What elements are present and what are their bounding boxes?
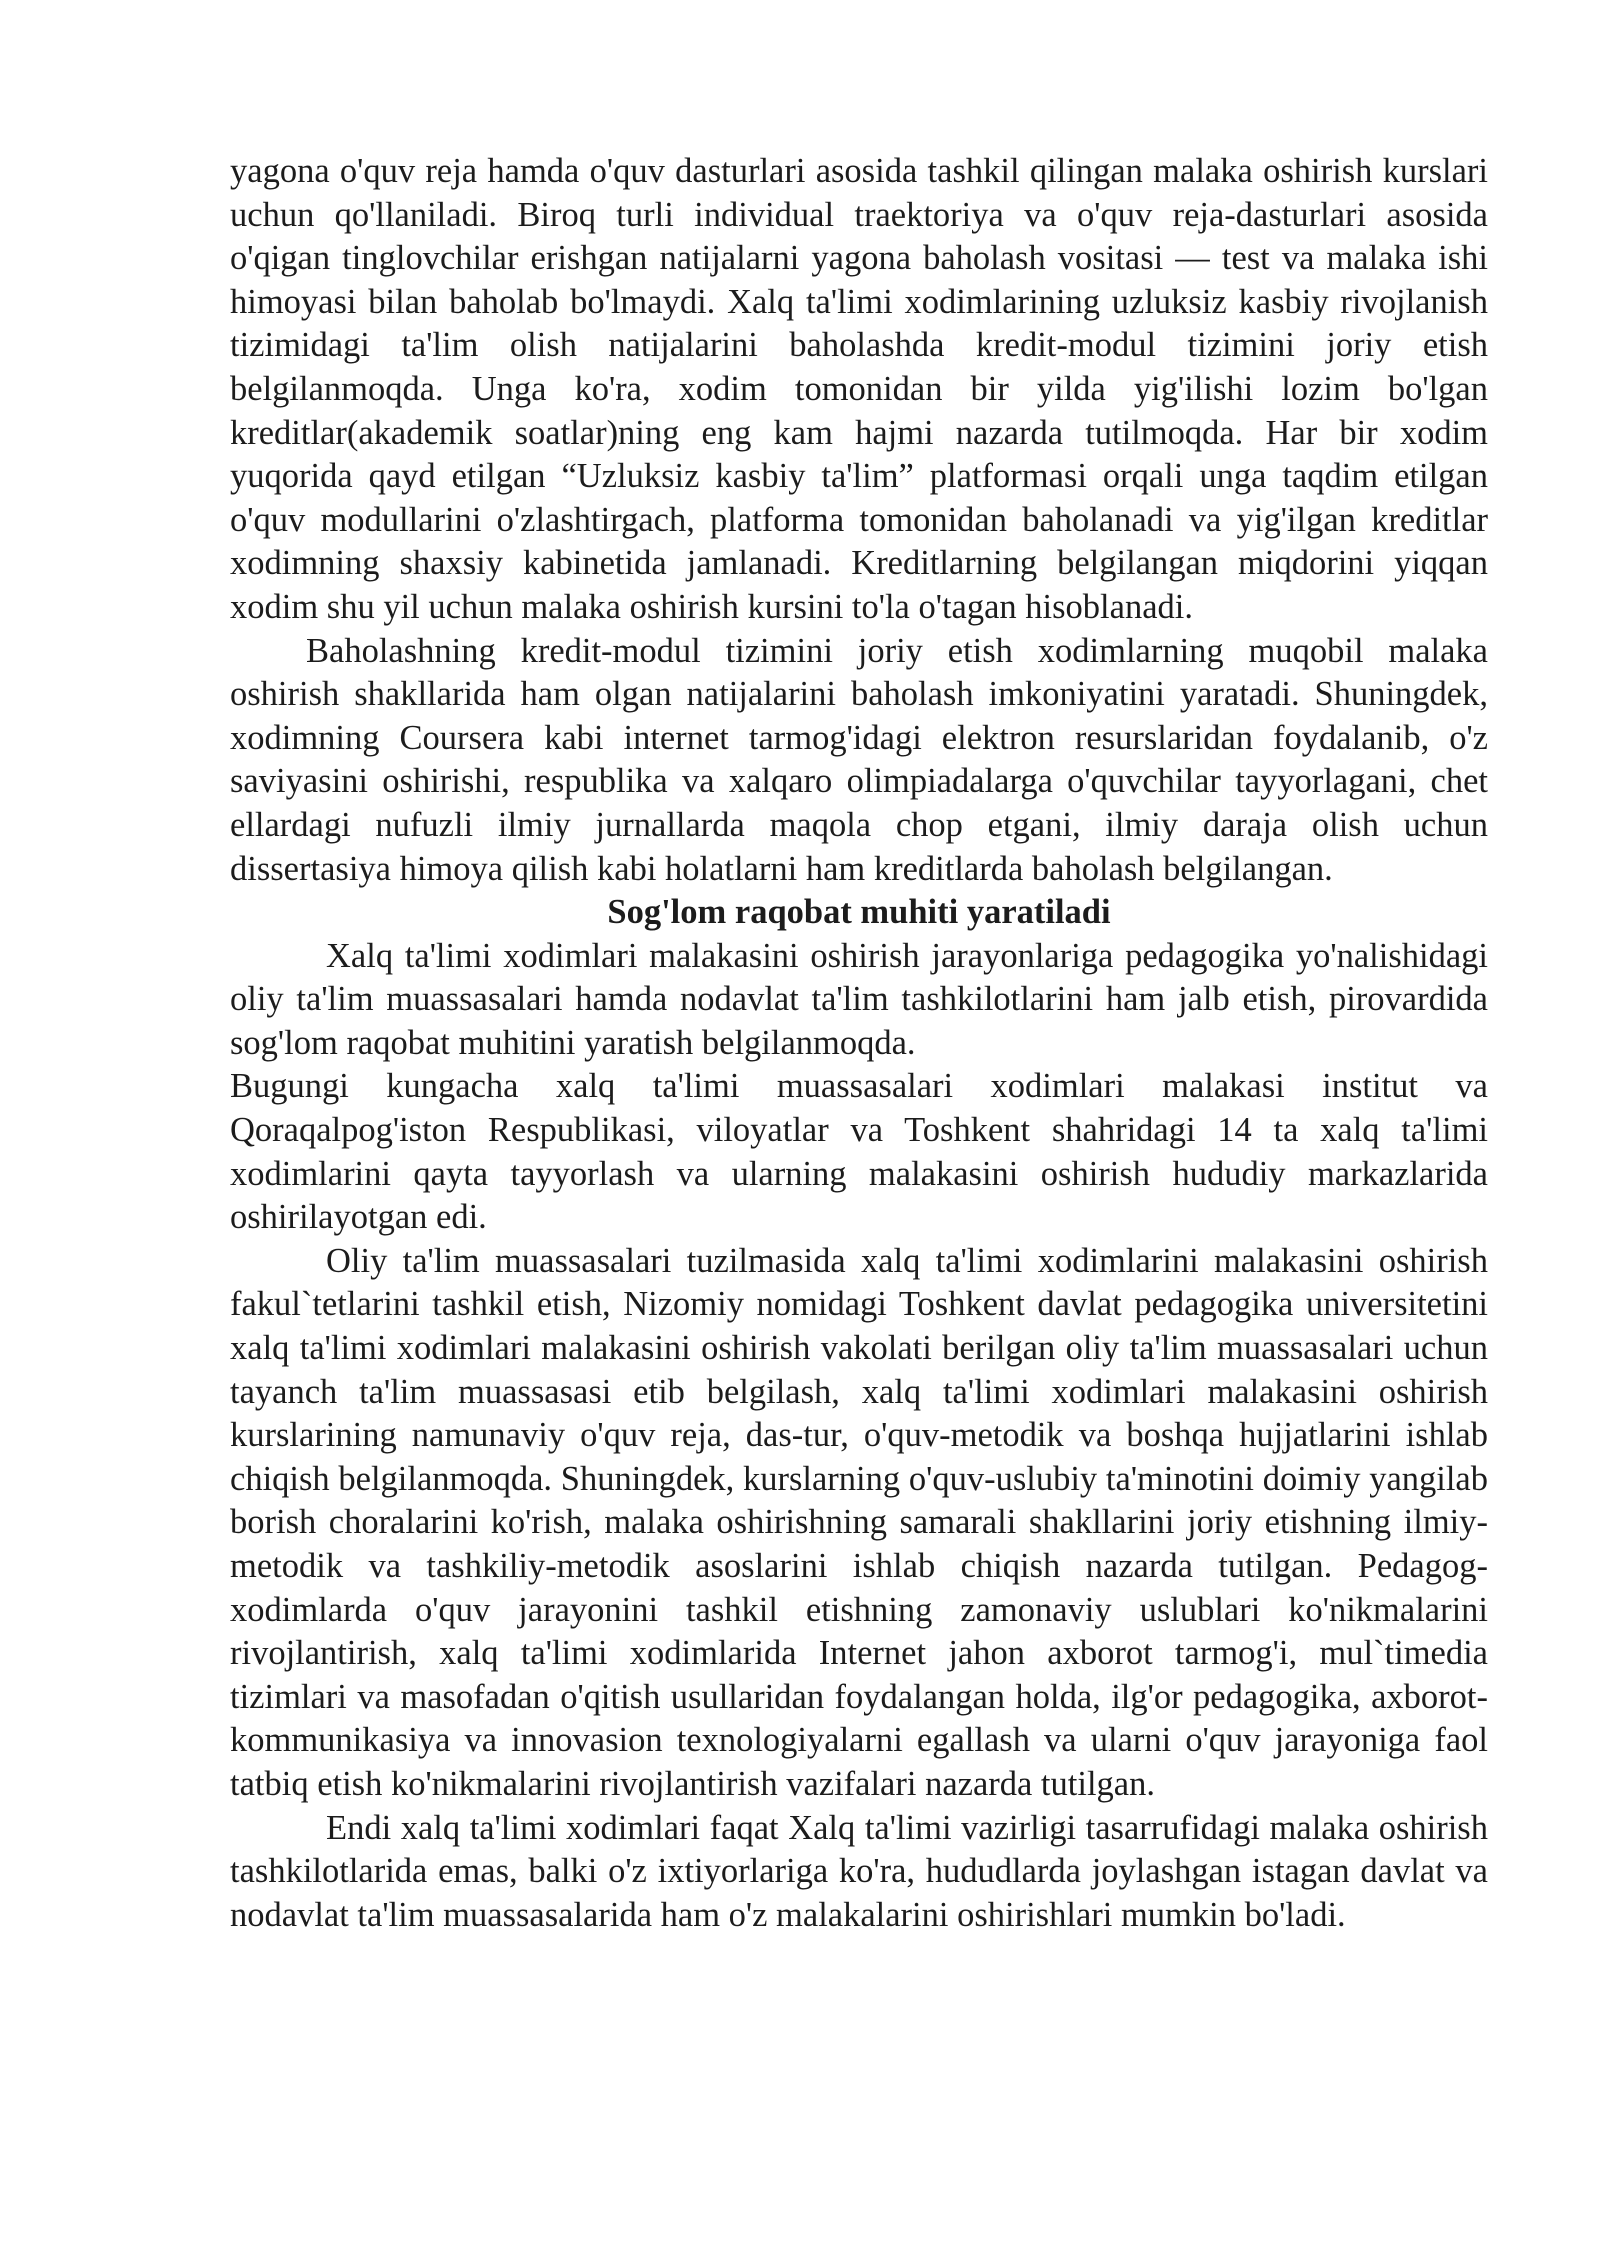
paragraph-higher-education-faculties: Oliy ta'lim muassasalari tuzilmasida xalq ta'limi xodimlarini malakasini oshirish fakul`tetlarini tashkil etish, Nizomiy nomidagi Toshkent davlat pedagogika universitetini xalq ta'limi xodimlari malakasini oshirish vakolati berilgan oliy ta'lim muassasalari uchun tayanch ta'lim muassasasi etib belgilash, xalq ta'limi xodimlari malakasini oshirish kurslarining namunaviy o'quv reja, das-tur, o'quv-metodik va boshqa hujjatlarini ishlab chiqish belgilanmoqda. Shuningdek, kurslarning o'quv-uslubiy ta'minotini doimiy yangilab borish choralarini ko'rish, malaka oshirishning samarali shakllarini joriy etishning ilmiy-metodik va tashkiliy-metodik asoslarini ishlab chiqish nazarda tutilgan. Pedagog-xodimlarda o'quv jarayonini tashkil etishning zamonaviy uslublari ko'nikmalarini rivojlantirish, xalq ta'limi xodimlarida Internet jahon axborot tarmog'i, mul`timedia tizimlari va masofadan o'qitish usullaridan foydalangan holda, ilg'or pedagogika, axborot-kommunikasiya va innovasion texnologiyalarni egallash va ularni o'quv jarayoniga faol tatbiq etish ko'nikmalarini rivojlantirish vazifalari nazarda tutilgan. bbox=[230, 1241, 1488, 1803]
section-heading: Sog'lom raqobat muhiti yaratiladi bbox=[607, 893, 1111, 932]
paragraph-healthy-competition: Xalq ta'limi xodimlari malakasini oshirish jarayonlariga pedagogika yo'nalishidagi oliy ta'lim muassasalari hamda nodavlat ta'lim tashkilotlarini ham jalb etish, pirovardida sog'lom raqobat muhitini yaratish belgilanmoqda. bbox=[230, 936, 1488, 1062]
paragraph-alternative-forms: Baholashning kredit-modul tizimini joriy etish xodimlarning muqobil malaka oshirish shakllarida ham olgan natijalarini baholash imkoniyatini yaratadi. Shuningdek, xodimning Coursera kabi internet tarmog'idagi elektron resurslaridan foydalanib, o'z saviyasini oshirishi, respublika va xalqaro olimpiadalarga o'quvchilar tayyorlagani, chet ellardagi nufuzli ilmiy jurnallarda maqola chop etgani, ilmiy daraja olish uchun dissertasiya himoya qilish kabi holatlarni ham kreditlarda baholash belgilangan. bbox=[230, 631, 1488, 888]
paragraph-continued-credit-module: yagona o'quv reja hamda o'quv dasturlari asosida tashkil qilingan malaka oshirish kurslari uchun qo'llaniladi. Biroq turli individual traektoriya va o'quv reja-dasturlari asosida o'qigan tinglovchilar erishgan natijalarni yagona baholash vositasi — test va malaka ishi himoyasi bilan baholab bo'lmaydi. Xalq ta'limi xodimlarining uzluksiz kasbiy rivojlanish tizimidagi ta'lim olish natijalarini baholashda kredit-modul tizimini joriy etish belgilanmoqda. Unga ko'ra, xodim tomonidan bir yilda yig'ilishi lozim bo'lgan kreditlar(akademik soatlar)ning eng kam hajmi nazarda tutilmoqda. Har bir xodim yuqorida qayd etilgan “Uzluksiz kasbiy ta'lim” platformasi orqali unga taqdim etilgan o'quv modullarini o'zlashtirgach, platforma tomonidan baholanadi va yig'ilgan kreditlar xodimning shaxsiy kabinetida jamlanadi. Kreditlarning belgilangan miqdorini yiqqan xodim shu yil uchun malaka oshirish kursini to'la o'tagan hisoblanadi. bbox=[230, 152, 1488, 626]
paragraph-free-choice: Endi xalq ta'limi xodimlari faqat Xalq ta'limi vazirligi tasarrufidagi malaka oshirish tashkilotlarida emas, balki o'z ixtiyorlariga ko'ra, hududlarda joylashgan istagan davlat va nodavlat ta'lim muassasalarida ham o'z malakalarini oshirishlari mumkin bo'ladi. bbox=[230, 1808, 1488, 1934]
paragraph-regional-centers: Bugungi kungacha xalq ta'limi muassasalari xodimlari malakasi institut va Qoraqalpog'iston Respublikasi, viloyatlar va Toshkent shahridagi 14 ta xalq ta'limi xodimlarini qayta tayyorlash va ularning malakasini oshirish hududiy markazlarida oshirilayotgan edi. bbox=[230, 1067, 1488, 1237]
document-page bbox=[230, 150, 1488, 1937]
